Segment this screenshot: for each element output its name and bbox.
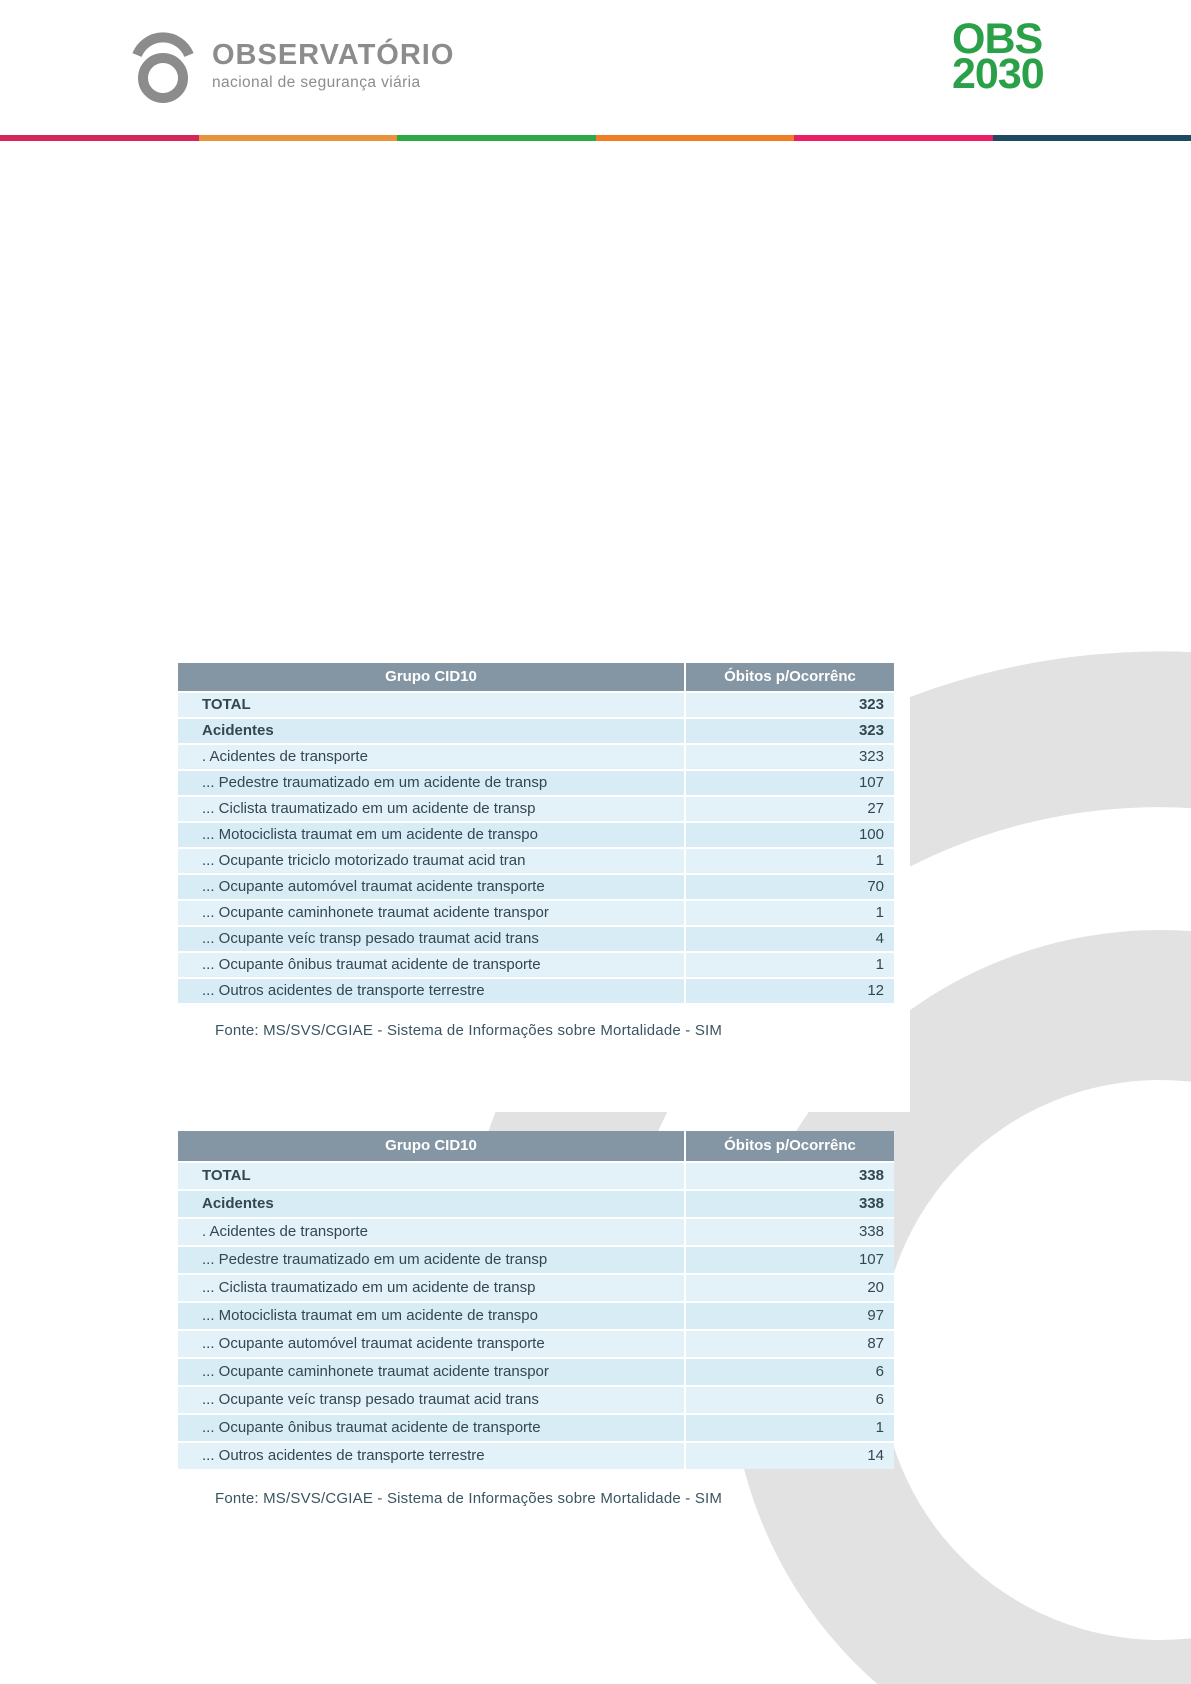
row-label: ... Ocupante veíc transp pesado traumat acid trans [202,1391,539,1408]
row-label: ... Ocupante ônibus traumat acidente de transporte [202,956,541,973]
row-label: ... Ocupante veíc transp pesado traumat acid trans [202,930,539,947]
stripe-segment-3 [397,135,596,141]
row-label: ... Motociclista traumat em um acidente de transpo [202,826,538,843]
row-value: 20 [684,1275,894,1301]
cid10-table-1 [178,663,894,1003]
stripe-segment-5 [794,135,993,141]
table-row [178,875,894,899]
table-row [178,1443,894,1469]
table-row [178,953,894,977]
row-value: 338 [684,1219,894,1245]
row-label: ... Pedestre traumatizado em um acidente de transp [202,774,548,791]
stripe-segment-2 [199,135,398,141]
source-note-1: Fonte: MS/SVS/CGIAE - Sistema de Informações sobre Mortalidade - SIM [215,1022,723,1039]
row-label: . Acidentes de transporte [202,1223,368,1240]
row-label: ... Motociclista traumat em um acidente de transpo [202,1307,538,1324]
table-row [178,797,894,821]
row-label: ... Ciclista traumatizado em um acidente de transp [202,1279,536,1296]
row-label: ... Outros acidentes de transporte terrestre [202,1447,485,1464]
table-row [178,979,894,1003]
row-label: ... Ocupante ônibus traumat acidente de transporte [202,1419,541,1436]
table-row [178,849,894,873]
row-value: 1 [684,953,894,977]
column-header: Óbitos p/Ocorrênc [684,1131,894,1161]
obs2030-line1: OBS [952,15,1043,63]
row-label: ... Ocupante caminhonete traumat acidente transpor [202,1363,549,1380]
row-value: 4 [684,927,894,951]
table-row [178,693,894,717]
row-label: ... Ocupante automóvel traumat acidente transporte [202,878,545,895]
table-row [178,1415,894,1441]
row-value: 338 [684,1191,894,1217]
row-label: ... Ocupante automóvel traumat acidente transporte [202,1335,545,1352]
table-row [178,771,894,795]
row-label: ... Outros acidentes de transporte terrestre [202,982,485,999]
column-header: Grupo CID10 [385,1137,477,1154]
table-row [178,719,894,743]
row-value: 27 [684,797,894,821]
table-row [178,1359,894,1385]
table-row [178,1191,894,1217]
table-row [178,1387,894,1413]
row-label: ... Pedestre traumatizado em um acidente de transp [202,1251,548,1268]
color-stripe [0,135,1191,141]
stripe-segment-1 [0,135,199,141]
table-row [178,1219,894,1245]
row-label: Acidentes [202,722,274,739]
row-label: ... Ciclista traumatizado em um acidente de transp [202,800,536,817]
row-value: 107 [684,771,894,795]
row-value: 97 [684,1303,894,1329]
row-value: 1 [684,1415,894,1441]
table-row [178,1275,894,1301]
table-header-row [178,1131,894,1161]
row-value: 323 [684,719,894,743]
table-row [178,1163,894,1189]
row-value: 107 [684,1247,894,1273]
table-header-row [178,663,894,691]
observatorio-wordmark [212,38,455,92]
observatorio-logo [128,26,454,106]
table-row [178,823,894,847]
row-label: ... Ocupante triciclo motorizado traumat acid tran [202,852,526,869]
stripe-segment-4 [596,135,795,141]
cid10-table-2 [178,1131,894,1469]
obs2030-line2: 2030 [952,50,1044,99]
row-label: . Acidentes de transporte [202,748,368,765]
row-value: 338 [684,1163,894,1189]
table-row [178,745,894,769]
row-value: 14 [684,1443,894,1469]
row-value: 70 [684,875,894,899]
row-value: 6 [684,1387,894,1413]
table-row [178,927,894,951]
row-label: ... Ocupante caminhonete traumat acidente transpor [202,904,549,921]
obs2030-logo [952,15,1044,99]
row-value: 1 [684,901,894,925]
row-label: TOTAL [202,696,251,713]
table-row [178,1331,894,1357]
row-label: Acidentes [202,1195,274,1212]
row-label: TOTAL [202,1167,251,1184]
observatorio-icon [128,26,198,106]
row-value: 323 [684,745,894,769]
row-value: 6 [684,1359,894,1385]
table-row [178,1247,894,1273]
row-value: 323 [684,693,894,717]
stripe-segment-6 [993,135,1191,141]
observatorio-subtitle: nacional de segurança viária [212,73,421,91]
table-row [178,1303,894,1329]
row-value: 1 [684,849,894,873]
row-value: 12 [684,979,894,1003]
column-header: Óbitos p/Ocorrênc [684,663,894,691]
source-note-2: Fonte: MS/SVS/CGIAE - Sistema de Informações sobre Mortalidade - SIM [215,1490,723,1507]
table-row [178,901,894,925]
observatorio-title: OBSERVATÓRIO [212,38,455,71]
column-header: Grupo CID10 [385,668,477,685]
row-value: 100 [684,823,894,847]
row-value: 87 [684,1331,894,1357]
